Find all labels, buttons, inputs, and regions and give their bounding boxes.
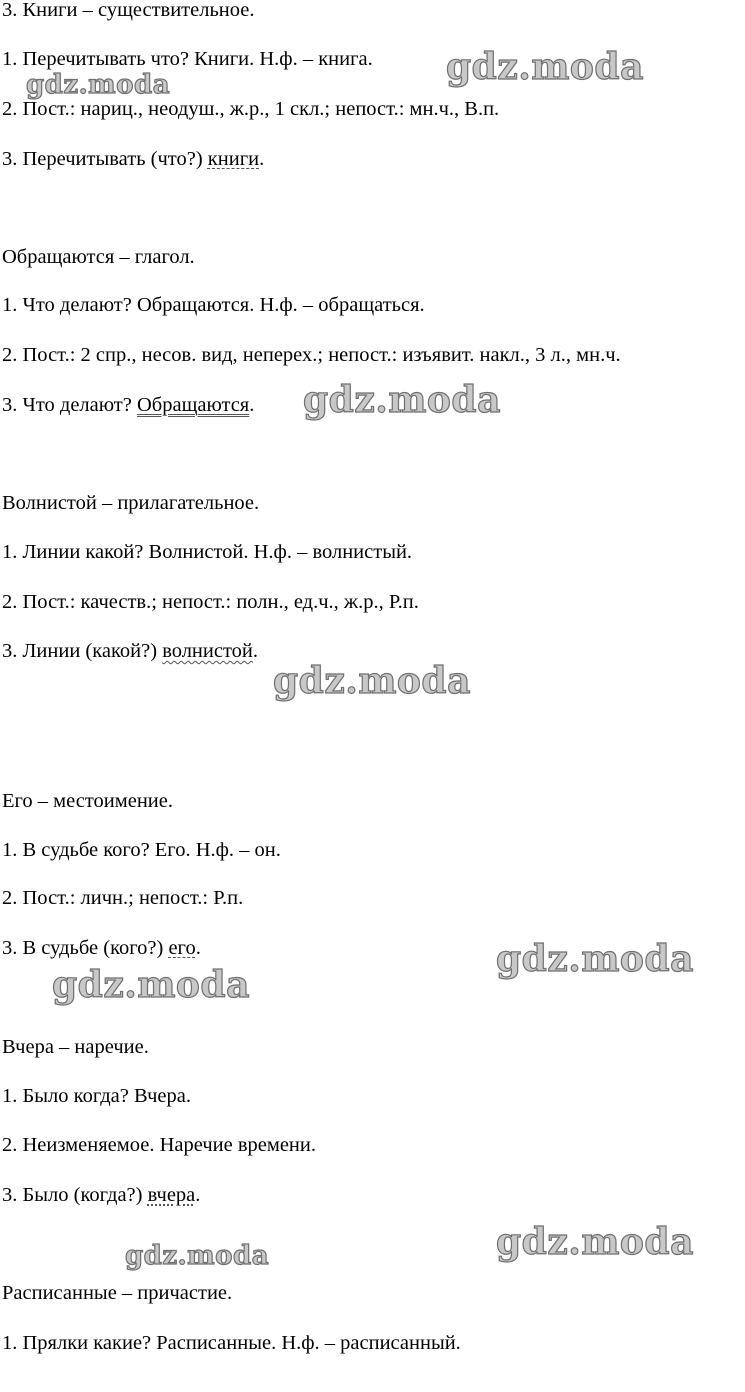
section-6-line-1: 1. Прялки какие? Расписанные. Н.ф. – расписанный. <box>2 1332 461 1354</box>
watermark-3: gdz.moda <box>303 379 501 421</box>
section-2-line-1: 1. Что делают? Обращаются. Н.ф. – обращаться. <box>2 294 425 316</box>
section-1-line-3-suffix: . <box>259 148 265 170</box>
section-2-line-2: 2. Пост.: 2 спр., несов. вид, неперех.; непост.: изъявит. накл., 3 л., мн.ч. <box>2 344 621 366</box>
section-5-line-3 <box>2 1183 200 1208</box>
watermark-2: gdz.moda <box>26 70 171 100</box>
section-4-line-3-suffix: . <box>195 937 201 959</box>
section-3-line-3 <box>2 639 258 664</box>
section-5-line-1: 1. Было когда? Вчера. <box>2 1085 192 1107</box>
section-4-line-2: 2. Пост.: личн.; непост.: Р.п. <box>2 887 244 909</box>
watermark-5: gdz.moda <box>496 938 694 980</box>
section-3-line-3-prefix: 3. Линии (какой?) <box>2 640 163 662</box>
watermark-1: gdz.moda <box>446 46 644 88</box>
section-3-underlined-word: волнистой <box>162 640 253 662</box>
section-5-underlined-word: вчера <box>147 1184 196 1206</box>
section-4-underlined-word: его <box>168 937 196 959</box>
watermark-7: gdz.moda <box>125 1241 270 1271</box>
section-3-line-3-suffix: . <box>252 640 259 662</box>
section-2-line-3-suffix: . <box>249 394 255 416</box>
section-1-title: 3. Книги – существительное. <box>2 0 255 21</box>
section-2-line-3-prefix: 3. Что делают? <box>2 394 137 416</box>
watermark-6: gdz.moda <box>52 964 250 1006</box>
section-2-title: Обращаются – глагол. <box>2 246 195 268</box>
section-1-line-3 <box>2 147 264 172</box>
section-2-underlined-word: Обращаются <box>136 394 250 416</box>
section-3-title: Волнистой – прилагательное. <box>2 492 260 514</box>
watermark-8: gdz.moda <box>496 1221 694 1263</box>
section-1-line-2: 2. Пост.: нариц., неодуш., ж.р., 1 скл.; непост.: мн.ч., В.п. <box>2 98 500 120</box>
section-5-line-3-prefix: 3. Было (когда?) <box>2 1184 148 1206</box>
section-1-line-1: 1. Перечитывать что? Книги. Н.ф. – книга. <box>2 48 373 70</box>
section-4-line-1: 1. В судьбе кого? Его. Н.ф. – он. <box>2 839 281 861</box>
section-4-line-3 <box>2 936 201 961</box>
section-3-line-2: 2. Пост.: качеств.; непост.: полн., ед.ч., ж.р., Р.п. <box>2 591 419 613</box>
section-3-line-1: 1. Линии какой? Волнистой. Н.ф. – волнистый. <box>2 541 413 563</box>
section-6-title: Расписанные – причастие. <box>2 1282 233 1304</box>
section-1-line-3-prefix: 3. Перечитывать (что?) <box>2 148 208 170</box>
watermark-4: gdz.moda <box>273 660 471 702</box>
section-1-underlined-word: книги <box>207 148 260 170</box>
section-4-title: Его – местоимение. <box>2 790 173 812</box>
section-5-title: Вчера – наречие. <box>2 1036 149 1058</box>
section-5-line-2: 2. Неизменяемое. Наречие времени. <box>2 1134 316 1156</box>
section-2-line-3 <box>2 393 254 418</box>
section-5-line-3-suffix: . <box>195 1184 201 1206</box>
section-4-line-3-prefix: 3. В судьбе (кого?) <box>2 937 169 959</box>
